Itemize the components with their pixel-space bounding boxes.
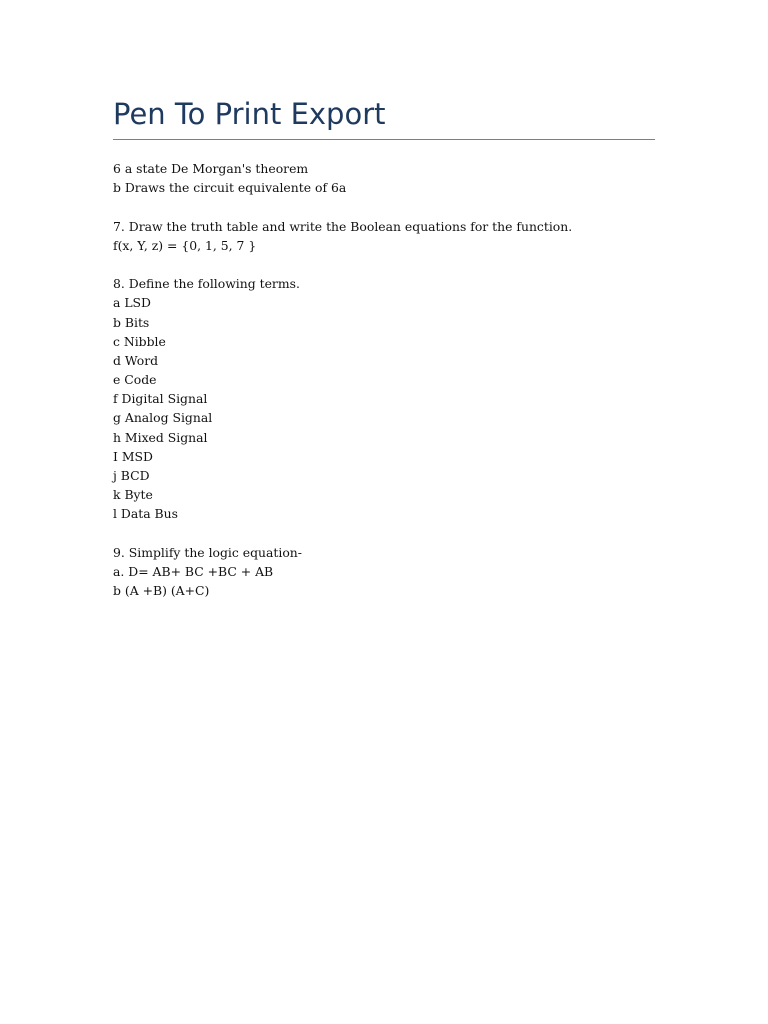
document-line: 7. Draw the truth table and write the Boolean equations for the function. <box>113 218 573 234</box>
title-divider <box>113 139 655 140</box>
document-line: k Byte <box>113 487 153 503</box>
document-line: a. D= AB+ BC +BC + AB <box>113 563 274 579</box>
document-line: c Nibble <box>113 333 166 349</box>
document-line: b Bits <box>113 314 150 330</box>
document-body <box>113 159 655 600</box>
document-line: a LSD <box>113 295 151 311</box>
document-line: d Word <box>113 352 159 368</box>
blank-line <box>113 197 655 216</box>
document-line: b (A +B) (A+C) <box>113 583 210 599</box>
document-title: Pen To Print Export <box>113 97 386 131</box>
document-line: f(x, Y, z) = {0, 1, 5, 7 } <box>113 237 257 253</box>
document-line: j BCD <box>113 468 150 483</box>
document-line: 9. Simplify the logic equation- <box>113 544 302 560</box>
document-line: f Digital Signal <box>113 391 208 407</box>
document-line: h Mixed Signal <box>113 429 208 445</box>
document-line: b Draws the circuit equivalente of 6a <box>113 180 347 196</box>
document-line: 6 a state De Morgan's theorem <box>113 161 309 176</box>
document-line: e Code <box>113 372 157 388</box>
document-line: 8. Define the following terms. <box>113 276 300 292</box>
document-line: I MSD <box>113 448 153 464</box>
blank-line <box>113 255 655 274</box>
blank-line <box>113 524 655 543</box>
document-line: g Analog Signal <box>113 410 213 426</box>
document-line: l Data Bus <box>113 506 178 522</box>
